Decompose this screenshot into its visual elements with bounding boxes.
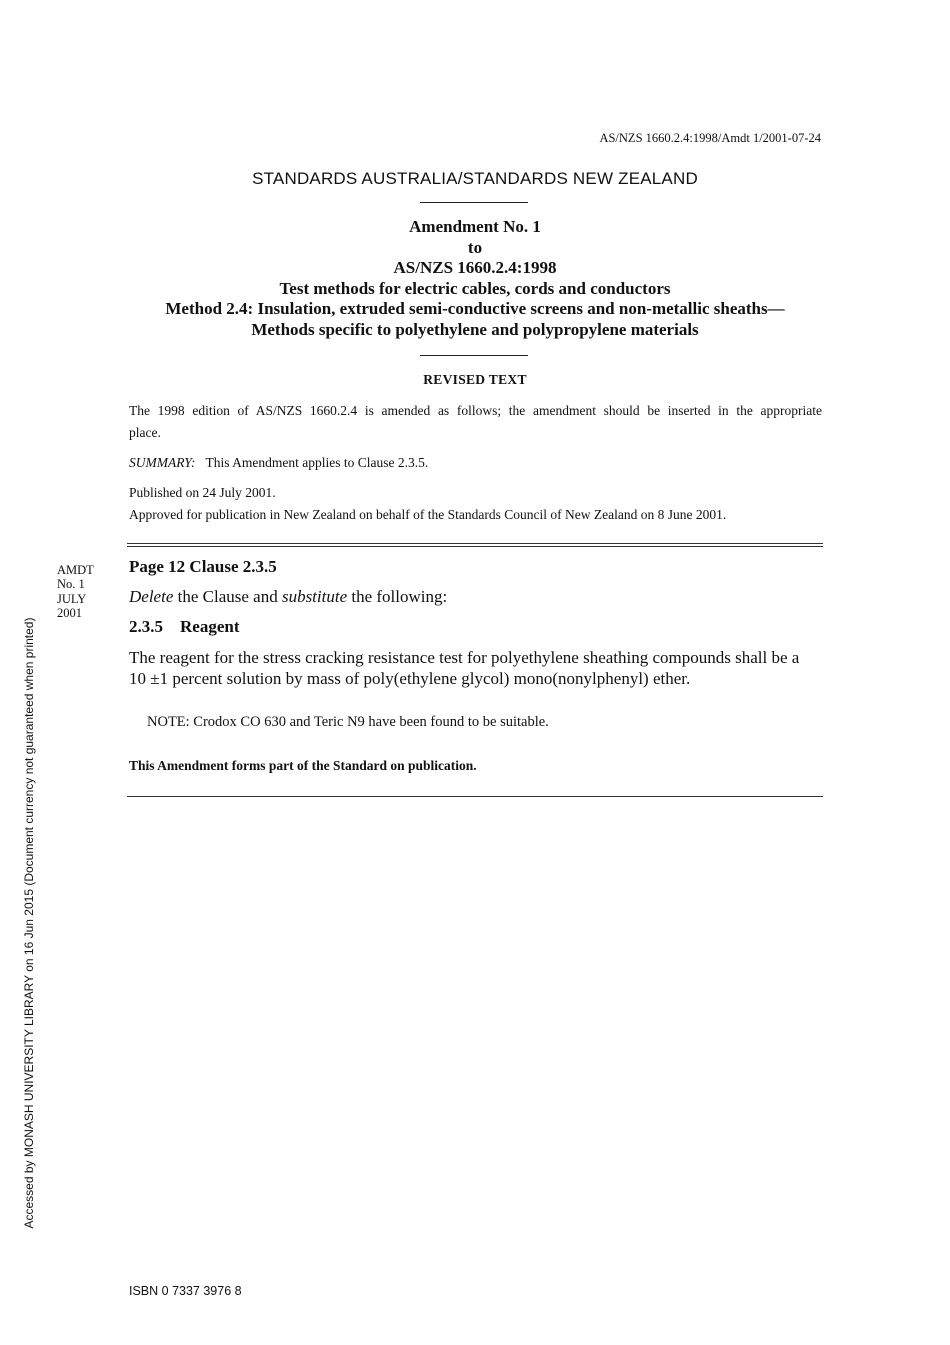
- standard-subject: Test methods for electric cables, cords and conductors: [279, 278, 671, 298]
- title-to: to: [467, 237, 483, 257]
- amendment-margin-note: [57, 563, 94, 620]
- standard-number: AS/NZS 1660.2.4:1998: [393, 258, 557, 277]
- organization-title: STANDARDS AUSTRALIA/STANDARDS NEW ZEALAND: [252, 169, 698, 188]
- margin-note-line: 2001: [57, 605, 82, 620]
- margin-note-line: No. 1: [57, 577, 85, 592]
- summary-label: SUMMARY:: [129, 455, 196, 470]
- amendment-title-block: [0, 217, 950, 340]
- delete-instruction: [129, 587, 822, 608]
- closing-statement: This Amendment forms part of the Standard on publication.: [129, 758, 477, 773]
- delete-word: Delete: [129, 587, 174, 606]
- clause-heading: Page 12 Clause 2.3.5: [129, 557, 277, 576]
- method-title-cont: Methods specific to polyethylene and polypropylene materials: [251, 319, 699, 339]
- divider: [420, 202, 528, 203]
- divider: [420, 355, 528, 356]
- isbn: ISBN 0 7337 3976 8: [129, 1284, 242, 1298]
- delete-tail-text: the following:: [351, 587, 448, 606]
- reagent-note: NOTE: Crodox CO 630 and Teric N9 have been found to be suitable.: [147, 714, 549, 730]
- margin-note-line: JULY: [57, 591, 87, 606]
- reagent-heading: 2.3.5 Reagent: [129, 617, 240, 636]
- intro-paragraph: The 1998 edition of AS/NZS 1660.2.4 is amended as follows; the amendment should be inserted in the appropriate place.: [129, 403, 822, 440]
- summary-line: [129, 452, 822, 474]
- revised-text-heading: REVISED TEXT: [423, 372, 527, 387]
- access-watermark: Accessed by MONASH UNIVERSITY LIBRARY on 16 Jun 2015 (Document currency not guaranteed when printed): [22, 617, 36, 1229]
- published-date: Published on 24 July 2001.: [129, 485, 276, 500]
- method-title: Method 2.4: Insulation, extruded semi-conductive screens and non-metallic sheaths—: [165, 299, 785, 318]
- divider: [127, 796, 823, 797]
- substitute-word: substitute: [281, 587, 348, 606]
- summary-text: This Amendment applies to Clause 2.3.5.: [205, 455, 429, 470]
- margin-note-line: AMDT: [57, 563, 94, 577]
- double-divider: [127, 543, 823, 547]
- approval-statement: Approved for publication in New Zealand on behalf of the Standards Council of New Zealand on 8 June 2001.: [129, 507, 727, 522]
- amendment-number: Amendment No. 1: [409, 217, 541, 236]
- delete-mid-text: the Clause and: [177, 587, 278, 606]
- document-reference: AS/NZS 1660.2.4:1998/Amdt 1/2001-07-24: [599, 131, 821, 145]
- reagent-paragraph: The reagent for the stress cracking resistance test for polyethylene sheathing compounds shall be a 10 ±1 percent solution by mass of poly(ethylene glycol) mono(nonylphenyl) ether.: [129, 648, 800, 688]
